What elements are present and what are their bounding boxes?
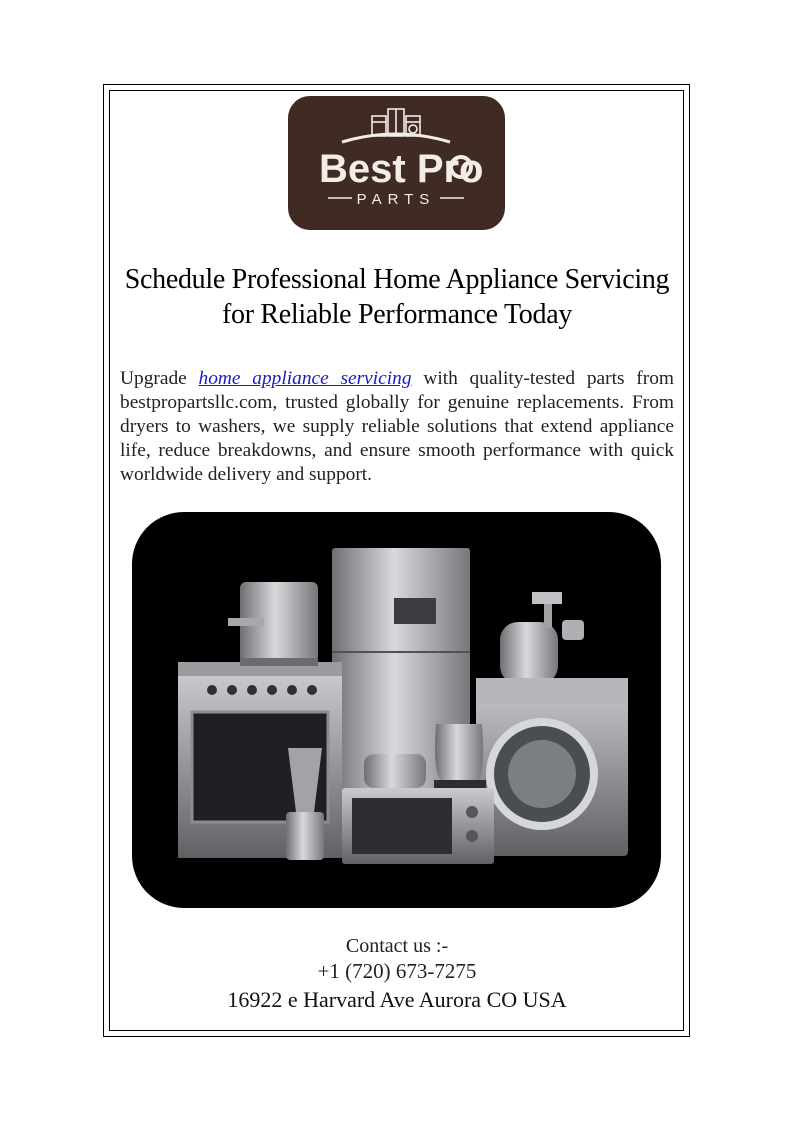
logo-brand-text: Best Pro [319, 147, 484, 191]
coffee-machine [228, 582, 318, 666]
appliance-servicing-link[interactable]: home appliance servicing [198, 368, 412, 389]
toaster [364, 754, 426, 788]
microwave [342, 788, 494, 864]
appliances-photo [132, 512, 661, 908]
meat-grinder [500, 592, 584, 684]
contact-address: 16922 e Harvard Ave Aurora CO USA [227, 987, 567, 1012]
intro-rest: with quality-tested parts from bestpropartsllc.com, trusted globally for genuine replacements. From dryers to washers, we supply reliable solutions that extend appliance life, reduce breakdowns, and ensure smooth performance with quick worldwide delivery and support. [120, 368, 674, 485]
contact-label: Contact us :- [345, 935, 449, 957]
intro-lead: Upgrade [120, 368, 199, 389]
kettle [434, 724, 486, 788]
intro-paragraph [120, 367, 674, 487]
contact-block [120, 934, 674, 1014]
washing-machine [476, 678, 628, 856]
brand-logo [288, 96, 505, 230]
page-title: Schedule Professional Home Appliance Servicing for Reliable Performance Today [124, 264, 670, 330]
logo-sub-text: PARTS [356, 191, 436, 208]
contact-phone[interactable]: +1 (720) 673-7275 [317, 959, 477, 983]
